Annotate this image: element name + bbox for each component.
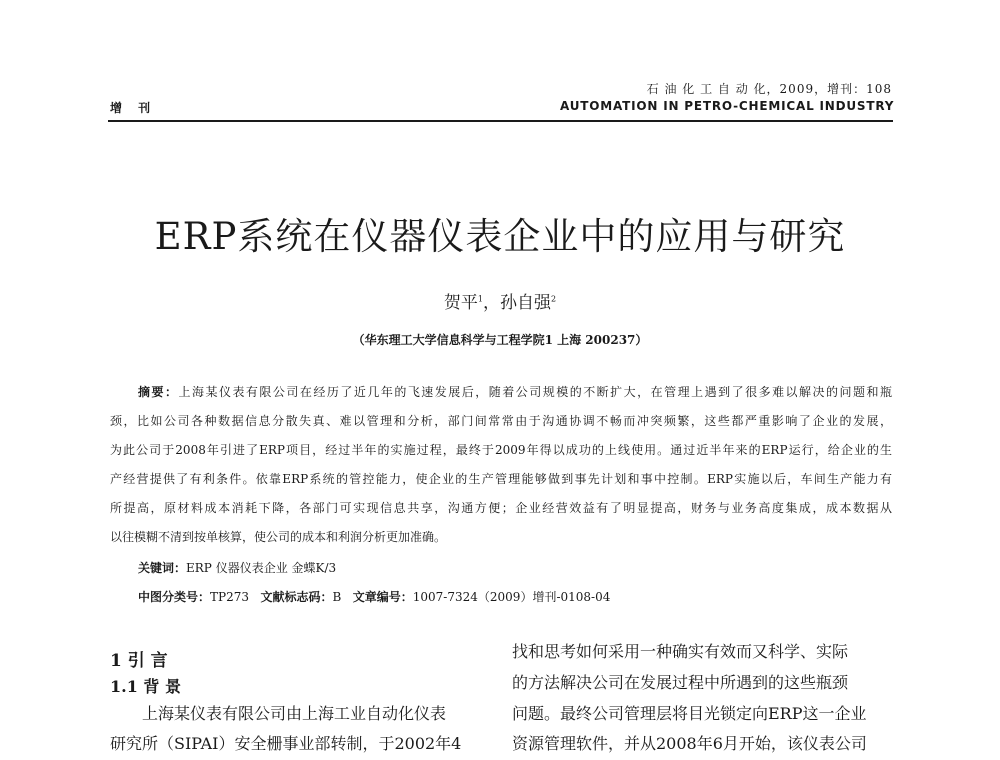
abstract-line: 产经营提供了有利条件。依靠ERP系统的管控能力，使企业的生产管理能够做到事先计划和事中控制。ERP实施以后，车间生产能力有 bbox=[110, 472, 892, 486]
paper-title: ERP系统在仪器仪表企业中的应用与研究 bbox=[154, 215, 846, 258]
article-no-value: 1007-7324（2009）增刊-0108-04 bbox=[412, 590, 611, 604]
abstract-line: 以往模糊不清到按单核算，使公司的成本和利润分析更加准确。 bbox=[110, 530, 447, 544]
body-right-line: 问题。最终公司管理层将目光锁定向ERP这一企业 bbox=[512, 704, 867, 723]
journal-citation: 石 油 化 工 自 动 化，2009，增刊：108 bbox=[646, 82, 892, 96]
clc-label: 中图分类号： bbox=[138, 590, 211, 604]
body-right-line: 的方法解决公司在发展过程中所遇到的这些瓶颈 bbox=[512, 673, 849, 692]
abstract-line: 为此公司于2008年引进了ERP项目，经过半年的实施过程，最终于2009年得以成功的上线使用。通过近半年来的ERP运行，给企业的生 bbox=[110, 443, 892, 457]
subsection-heading: 1.1 背 景 bbox=[110, 677, 181, 696]
abstract-text: 上海某仪表有限公司在经历了近几年的飞速发展后，随着公司规模的不断扩大，在管理上遇到了很多难以解决的问题和瓶 bbox=[178, 385, 892, 399]
doc-code-label: 文献标志码： bbox=[260, 590, 333, 604]
author-2: 孙自强 bbox=[500, 293, 551, 313]
doc-code-value: B bbox=[332, 590, 342, 604]
header-rule bbox=[108, 120, 893, 122]
abstract-label: 摘要： bbox=[138, 385, 179, 399]
article-no-label: 文章编号： bbox=[352, 590, 413, 604]
body-right-line: 资源管理软件，并从2008年6月开始，该仪表公司 bbox=[512, 734, 867, 753]
abstract-line: 颈，比如公司各种数据信息分散失真、难以管理和分析，部门间常常由于沟通协调不畅而冲突频繁，这些都严重影响了企业的发展， bbox=[110, 414, 892, 428]
author-2-affil-mark: 2 bbox=[551, 294, 557, 304]
author-1: 贺平 bbox=[443, 293, 478, 313]
classification-line bbox=[138, 590, 610, 604]
body-left-line: 上海某仪表有限公司由上海工业自动化仪表 bbox=[142, 704, 447, 723]
abstract-line bbox=[138, 385, 892, 399]
author-1-affil-mark: 1 bbox=[477, 294, 483, 304]
body-left-line: 研究所（SIPAI）安全栅事业部转制，于2002年4 bbox=[110, 734, 462, 753]
affiliation: （华东理工大学信息科学与工程学院1 上海 200237） bbox=[352, 333, 648, 347]
author-separator: ， bbox=[483, 293, 500, 313]
journal-name-en: AUTOMATION IN PETRO-CHEMICAL INDUSTRY bbox=[560, 99, 895, 113]
clc-value: TP273 bbox=[210, 590, 249, 604]
keywords-line bbox=[138, 561, 336, 575]
keywords-label: 关键词： bbox=[138, 561, 187, 575]
keywords-value: ERP 仪器仪表企业 金蝶K/3 bbox=[186, 561, 337, 575]
authors bbox=[0, 288, 1000, 313]
section-heading: 1 引 言 bbox=[110, 651, 168, 671]
body-right-line: 找和思考如何采用一种确实有效而又科学、实际 bbox=[512, 642, 849, 661]
abstract-line: 所提高，原材料成本消耗下降，各部门可实现信息共享，沟通方便；企业经营效益有了明显提高，财务与业务高度集成，成本数据从 bbox=[110, 501, 892, 515]
supplement-label: 增 刊 bbox=[110, 101, 157, 115]
